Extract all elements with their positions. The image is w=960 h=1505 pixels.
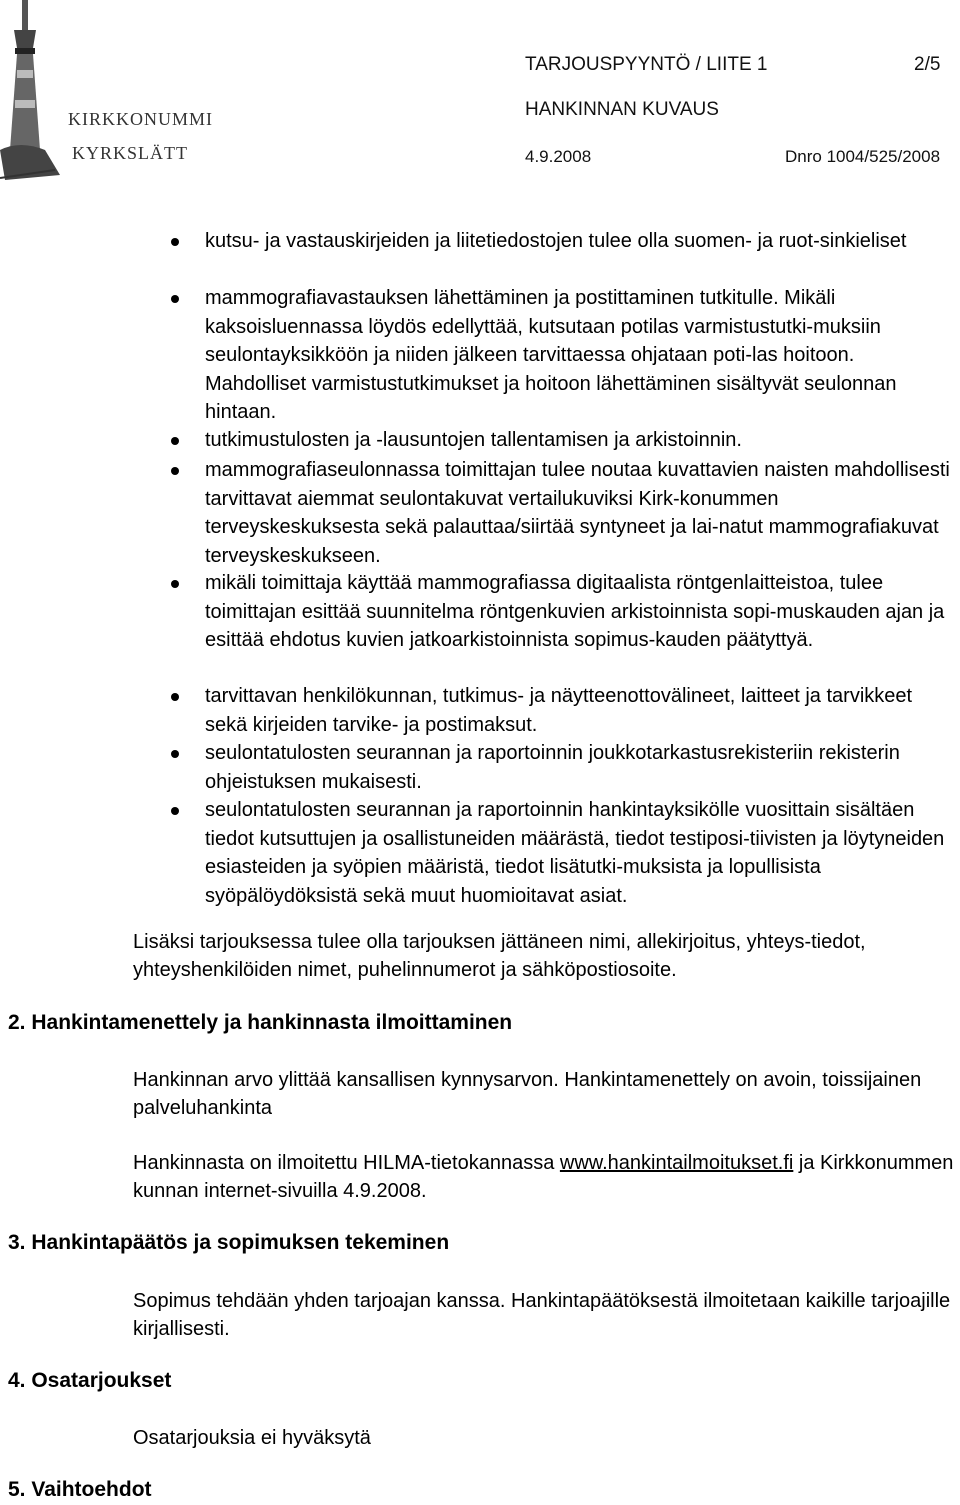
list-item [163, 569, 958, 682]
page-number: 2/5 [914, 54, 941, 75]
list-item-text: kutsu- ja vastauskirjeiden ja liitetiedostojen tulee olla suomen- ja ruot-sinkieliset [205, 230, 907, 252]
list-item [163, 284, 958, 426]
section-3-text: Sopimus tehdään yhden tarjoajan kanssa. Hankintapäätöksestä ilmoitetaan kaikille tarjoajille kirjallisesti. [133, 1290, 951, 1340]
list-item-text: seulontatulosten seurannan ja raportoinnin hankintayksikölle vuosittain sisältäen tiedot kutsuttujen ja osallistuneiden määrästä, tiedot testiposi-tiivisten ja löytyneiden esiasteiden ja syöpien määristä, tiedot lisätutki-muksista ja lopullisista syöpälöydöksistä sekä muut huomioitavat asiat. [205, 799, 945, 907]
list-item-text: tarvittavan henkilökunnan, tutkimus- ja näytteenottovälineet, laitteet ja tarvikkeet sekä kirjeiden tarvike- ja postimaksut. [205, 685, 913, 736]
bullet-icon [171, 693, 179, 701]
section-2-text-2-start: Hankinnasta on ilmoitettu HILMA-tietokannassa [133, 1152, 560, 1174]
document-subtitle: HANKINNAN KUVAUS [525, 99, 719, 120]
section-5-heading: 5. Vaihtoehdot [8, 1478, 152, 1501]
section-2-heading: 2. Hankintamenettely ja hankinnasta ilmoittaminen [8, 1011, 513, 1034]
list-item [163, 426, 958, 456]
bullet-icon [171, 437, 179, 445]
list-item-text: mikäli toimittaja käyttää mammografiassa digitaalista röntgenlaitteistoa, tulee toimittajan esittää suunnitelma röntgenkuvien arkistoinnista sopi-muskauden ajan ja esittää ehdotus kuvien jatkoarkistoinnista sopimus-kauden päätyttyä. [205, 572, 945, 651]
list-item-text: mammografiaseulonnassa toimittajan tulee noutaa kuvattavien naisten mahdollisesti tarvittavat aiemmat seulontakuvat vertailukuviksi Kirk-konummen terveyskeskuksesta sekä palauttaa/siirtää syntyneet ja lai-natut mammografiakuvat terveyskeskukseen. [205, 459, 950, 567]
lighthouse-icon [0, 0, 70, 185]
additional-info: Lisäksi tarjouksessa tulee olla tarjouksen jättäneen nimi, allekirjoitus, yhteys-tiedot, yhteyshenkilöiden nimet, puhelinnumerot ja sähköpostiosoite. [133, 931, 866, 981]
municipality-logo [0, 0, 213, 185]
hilma-link[interactable]: www.hankintailmoitukset.fi [559, 1152, 794, 1174]
list-item-text: tutkimustulosten ja -lausuntojen tallentamisen ja arkistoinnin. [205, 429, 742, 451]
list-item [163, 227, 958, 284]
bullet-icon [171, 238, 179, 246]
list-item [163, 796, 958, 910]
list-item [163, 456, 958, 569]
list-item-text: mammografiavastauksen lähettäminen ja postittaminen tutkitulle. Mikäli kaksoisluennassa löydös edellyttää, kutsutaan potilas varmistustutki-muksiin seulontayksikköön ja niiden jälkeen tarvittaessa ohjataan poti-las hoitoon. Mahdolliset varmistustutkimukset ja hoitoon lähettäminen sisältyvät seulonnan hintaan. [205, 287, 897, 423]
section-2-text-1: Hankinnan arvo ylittää kansallisen kynnysarvon. Hankintamenettely on avoin, toissijainen palveluhankinta [133, 1069, 922, 1119]
document-date: 4.9.2008 [525, 147, 592, 166]
document-dnro: Dnro 1004/525/2008 [785, 147, 941, 166]
section-4-heading: 4. Osatarjoukset [8, 1369, 172, 1392]
bullet-icon [171, 807, 179, 815]
section-3-heading: 3. Hankintapäätös ja sopimuksen tekeminen [8, 1231, 450, 1254]
section-2-text-2-end: ja Kirkkonummen kunnan internet-sivuilla 4.9.2008. [133, 1152, 954, 1202]
bullet-icon [171, 467, 179, 475]
list-item [163, 682, 958, 739]
list-item-text: seulontatulosten seurannan ja raportoinnin joukkotarkastusrekisteriin rekisterin ohjeistuksen mukaisesti. [205, 742, 900, 793]
section-2-text-2 [133, 1149, 958, 1205]
bullet-icon [171, 580, 179, 588]
logo-text-sv: KYRKSLÄTT [72, 143, 188, 163]
requirements-list [163, 227, 958, 910]
bullet-icon [171, 295, 179, 303]
document-title: TARJOUSPYYNTÖ / LIITE 1 [525, 54, 768, 75]
bullet-icon [171, 750, 179, 758]
list-item [163, 739, 958, 796]
logo-text-fi: KIRKKONUMMI [68, 109, 213, 129]
section-4-text: Osatarjouksia ei hyväksytä [133, 1427, 371, 1449]
